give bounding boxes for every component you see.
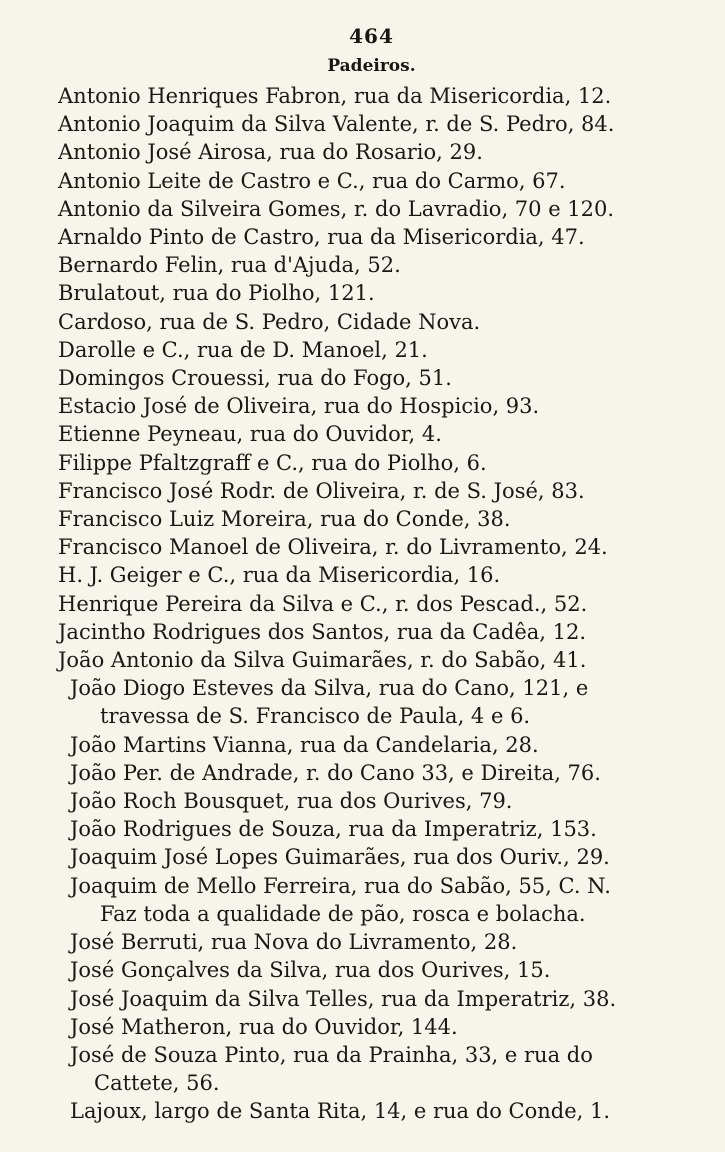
list-item xyxy=(58,82,685,110)
list-item xyxy=(58,1097,685,1125)
entry-text: Brulatout, rua do Piolho, 121. xyxy=(58,281,375,306)
list-item xyxy=(58,279,685,307)
page-number: 464 xyxy=(349,24,394,48)
entry-text: José Joaquim da Silva Telles, rua da Imperatriz, 38. xyxy=(70,986,617,1011)
list-item xyxy=(58,308,685,336)
entry-text: Joaquim José Lopes Guimarães, rua dos Ouriv., 29. xyxy=(70,845,610,870)
entry-text: Francisco José Rodr. de Oliveira, r. de S. José, 83. xyxy=(58,478,585,503)
entry-text: José Berruti, rua Nova do Livramento, 28. xyxy=(70,930,518,955)
list-item xyxy=(58,590,685,618)
entry-text: Domingos Crouessi, rua do Fogo, 51. xyxy=(58,366,452,391)
entry-continuation: travessa de S. Francisco de Paula, 4 e 6. xyxy=(100,704,531,729)
entry-text: Etienne Peyneau, rua do Ouvidor, 4. xyxy=(58,422,442,447)
entry-list xyxy=(58,82,685,1126)
entry-text: João Per. de Andrade, r. do Cano 33, e Direita, 76. xyxy=(70,760,601,785)
list-item xyxy=(58,477,685,505)
list-item xyxy=(58,872,685,928)
list-item xyxy=(58,561,685,589)
entry-text: Antonio Leite de Castro e C., rua do Carmo, 67. xyxy=(58,168,566,193)
entry-text: João Roch Bousquet, rua dos Ourives, 79. xyxy=(70,789,513,814)
list-item xyxy=(58,956,685,984)
entry-text: João Rodrigues de Souza, rua da Imperatriz, 153. xyxy=(70,817,597,842)
list-item xyxy=(58,618,685,646)
list-item xyxy=(58,138,685,166)
list-item xyxy=(58,392,685,420)
list-item xyxy=(58,420,685,448)
list-item xyxy=(58,110,685,138)
entry-text: Filippe Pfaltzgraff e C., rua do Piolho, 6. xyxy=(58,450,487,475)
list-item xyxy=(58,1041,685,1097)
entry-text: Darolle e C., rua de D. Manoel, 21. xyxy=(58,337,428,362)
list-item xyxy=(58,364,685,392)
list-item xyxy=(58,505,685,533)
entry-text: Henrique Pereira da Silva e C., r. dos Pescad., 52. xyxy=(58,591,588,616)
entry-text: Joaquim de Mello Ferreira, rua do Sabão, 55, C. N. xyxy=(70,873,611,898)
entry-text: Arnaldo Pinto de Castro, rua da Misericordia, 47. xyxy=(58,225,585,250)
section-title: Padeiros. xyxy=(327,56,416,76)
entry-text: Antonio Joaquim da Silva Valente, r. de S. Pedro, 84. xyxy=(58,112,615,137)
list-item xyxy=(58,195,685,223)
list-item xyxy=(58,731,685,759)
list-item xyxy=(58,533,685,561)
list-item xyxy=(58,815,685,843)
list-item xyxy=(58,843,685,871)
entry-text: Francisco Luiz Moreira, rua do Conde, 38. xyxy=(58,507,511,532)
list-item xyxy=(58,674,685,730)
list-item xyxy=(58,787,685,815)
entry-text: José de Souza Pinto, rua da Prainha, 33, e rua do xyxy=(70,1042,593,1067)
entry-text: Antonio da Silveira Gomes, r. do Lavradio, 70 e 120. xyxy=(58,196,615,221)
entry-text: João Martins Vianna, rua da Candelaria, 28. xyxy=(70,732,539,757)
entry-continuation: Cattete, 56. xyxy=(94,1071,220,1096)
entry-text: Antonio José Airosa, rua do Rosario, 29. xyxy=(58,140,483,165)
entry-text: Jacintho Rodrigues dos Santos, rua da Cadêa, 12. xyxy=(58,619,587,644)
entry-text: H. J. Geiger e C., rua da Misericordia, 16. xyxy=(58,563,501,588)
entry-text: Lajoux, largo de Santa Rita, 14, e rua do Conde, 1. xyxy=(70,1099,611,1124)
list-item xyxy=(58,985,685,1013)
entry-text: José Matheron, rua do Ouvidor, 144. xyxy=(70,1014,458,1039)
entry-text: José Gonçalves da Silva, rua dos Ourives, 15. xyxy=(70,958,551,983)
entry-text: Estacio José de Oliveira, rua do Hospicio, 93. xyxy=(58,394,540,419)
entry-text: João Diogo Esteves da Silva, rua do Cano, 121, e xyxy=(70,676,589,701)
entry-text: Bernardo Felin, rua d'Ajuda, 52. xyxy=(58,253,401,278)
list-item xyxy=(58,223,685,251)
list-item xyxy=(58,251,685,279)
entry-continuation: Faz toda a qualidade de pão, rosca e bolacha. xyxy=(100,901,586,926)
entry-text: João Antonio da Silva Guimarães, r. do Sabão, 41. xyxy=(58,648,587,673)
list-item xyxy=(58,167,685,195)
list-item xyxy=(58,1013,685,1041)
list-item xyxy=(58,336,685,364)
list-item xyxy=(58,449,685,477)
list-item xyxy=(58,646,685,674)
entry-text: Francisco Manoel de Oliveira, r. do Livramento, 24. xyxy=(58,535,608,560)
list-item xyxy=(58,759,685,787)
entry-text: Antonio Henriques Fabron, rua da Misericordia, 12. xyxy=(58,84,612,108)
entry-text: Cardoso, rua de S. Pedro, Cidade Nova. xyxy=(58,309,481,334)
list-item xyxy=(58,928,685,956)
